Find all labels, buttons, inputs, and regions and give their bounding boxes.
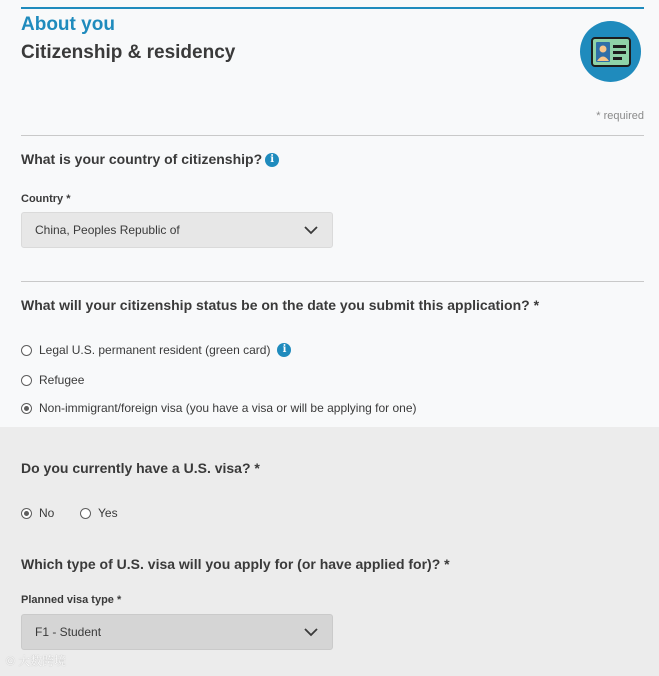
- status-question: What will your citizenship status be on the date you submit this application? *: [21, 297, 540, 313]
- visa-option-yes[interactable]: [80, 506, 118, 520]
- info-icon[interactable]: i: [265, 153, 279, 167]
- chevron-down-icon: [304, 627, 318, 637]
- id-card-icon: [591, 37, 631, 67]
- top-rule: [21, 7, 644, 9]
- visa-type-label: Planned visa type *: [21, 594, 122, 606]
- country-label: Country *: [21, 193, 71, 205]
- status-option-label: Non-immigrant/foreign visa (you have a visa or will be applying for one): [39, 401, 417, 415]
- status-option-nonimmigrant[interactable]: [21, 401, 417, 415]
- radio-button-selected[interactable]: [21, 508, 32, 519]
- visa-option-label: Yes: [98, 506, 118, 520]
- visa-question: Do you currently have a U.S. visa? *: [21, 460, 260, 476]
- visa-option-no[interactable]: [21, 506, 54, 520]
- section-eyebrow: About you: [21, 14, 115, 35]
- citizenship-question-text: What is your country of citizenship?: [21, 151, 263, 167]
- status-option-label: Refugee: [39, 373, 85, 387]
- citizenship-question: [21, 151, 279, 167]
- info-icon[interactable]: i: [277, 343, 291, 357]
- divider: [21, 135, 644, 136]
- radio-button[interactable]: [21, 375, 32, 386]
- radio-button[interactable]: [80, 508, 91, 519]
- required-note: * required: [596, 110, 644, 122]
- divider: [21, 281, 644, 282]
- visa-type-select-value: F1 - Student: [35, 625, 102, 639]
- country-select-value: China, Peoples Republic of: [35, 223, 180, 237]
- visa-type-select[interactable]: [21, 614, 333, 650]
- watermark: © 大数跨境: [6, 654, 67, 668]
- visa-option-label: No: [39, 506, 55, 520]
- id-card-badge: [580, 21, 641, 82]
- status-option-label: Legal U.S. permanent resident (green card): [39, 343, 271, 357]
- visa-type-question: Which type of U.S. visa will you apply for (or have applied for)? *: [21, 556, 450, 572]
- radio-button[interactable]: [21, 345, 32, 356]
- status-option-refugee[interactable]: [21, 373, 84, 387]
- country-select[interactable]: [21, 212, 333, 248]
- page-title: Citizenship & residency: [21, 42, 236, 63]
- radio-button-selected[interactable]: [21, 403, 32, 414]
- chevron-down-icon: [304, 225, 318, 235]
- status-option-green-card[interactable]: [21, 343, 291, 357]
